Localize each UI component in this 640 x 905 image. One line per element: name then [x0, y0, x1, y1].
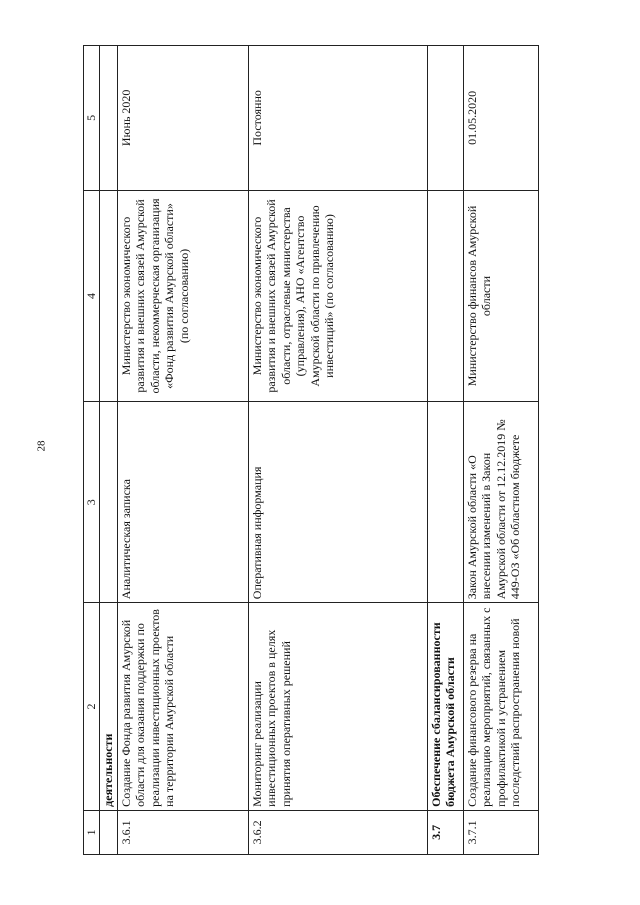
- table-row: [117, 46, 248, 855]
- table-cell: [99, 46, 117, 191]
- row-deadline: 01.05.2020: [463, 46, 538, 191]
- continuation-text: деятельности: [99, 603, 117, 811]
- header-col-4: 4: [84, 190, 100, 402]
- table-row: [99, 46, 117, 855]
- header-col-5: 5: [84, 46, 100, 191]
- table-header-row: [84, 46, 100, 855]
- row-result: Оперативная информация: [248, 402, 427, 603]
- row-event: Создание финансового резерва на реализацию мероприятий, связанных с профилактикой и устранением последствий распространения новой: [463, 603, 538, 811]
- row-number: 3.6.1: [117, 810, 248, 854]
- row-event: Создание Фонда развития Амурской области для оказания поддержки по реализации инвестиционных проектов на территории Амурской области: [117, 603, 248, 811]
- table-row: [427, 46, 463, 855]
- header-col-3: 3: [84, 402, 100, 603]
- row-number: 3.7.1: [463, 810, 538, 854]
- table-row: [463, 46, 538, 855]
- table-row: [248, 46, 427, 855]
- row-deadline: Июнь 2020: [117, 46, 248, 191]
- row-responsible: Министерство экономического развития и внешних связей Амурской области, отраслевые министерства (управления), АНО «Агентство Амурской области по привлечению инвестиций» (по согласованию): [248, 190, 427, 402]
- row-number: 3.6.2: [248, 810, 427, 854]
- table-cell: [427, 190, 463, 402]
- table-cell: [99, 810, 117, 854]
- row-deadline: Постоянно: [248, 46, 427, 191]
- table-cell: [99, 190, 117, 402]
- table-cell: [427, 402, 463, 603]
- section-number: 3.7: [427, 810, 463, 854]
- row-result: Закон Амурской области «О внесении изменений в Закон Амурской области от 12.12.2019 № 449-ОЗ «Об областном бюджете: [463, 402, 538, 603]
- row-responsible: Министерство финансов Амурской области: [463, 190, 538, 402]
- section-title: Обеспечение сбалансированности бюджета Амурской области: [427, 603, 463, 811]
- action-plan-table: [83, 45, 539, 855]
- header-col-1: 1: [84, 810, 100, 854]
- rotated-table-container: [83, 45, 563, 855]
- header-col-2: 2: [84, 603, 100, 811]
- row-event: Мониторинг реализации инвестиционных проектов в целях принятия оперативных решений: [248, 603, 427, 811]
- row-responsible: Министерство экономического развития и внешних связей Амурской области, некоммерческая организация «Фонд развития Амурской области» (по согласованию): [117, 190, 248, 402]
- table-cell: [427, 46, 463, 191]
- page-number: 28: [35, 440, 48, 452]
- table-cell: [99, 402, 117, 603]
- row-result: Аналитическая записка: [117, 402, 248, 603]
